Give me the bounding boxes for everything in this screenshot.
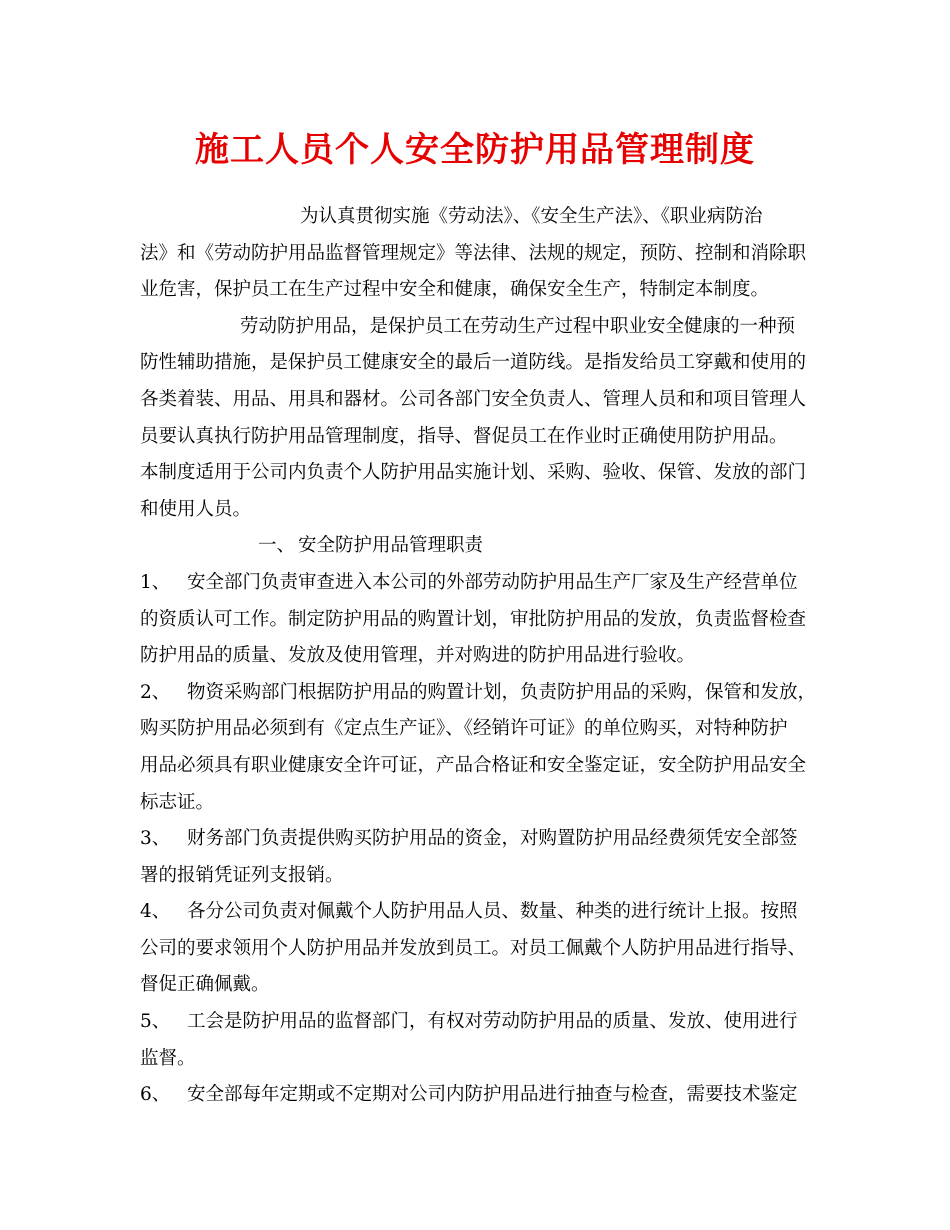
line-text: 物资采购部门根据防护用品的购置计划，负责防护用品的采购，保管和发放，: [187, 681, 817, 703]
line-text: 购买防护用品必须到有《定点生产证》、《经销许可证》的单位购买，对特种防护: [140, 718, 788, 740]
line-text: 各类着装、用品、用具和器材。公司各部门安全负责人、管理人员和和项目管理人: [140, 388, 807, 410]
line-text: 为认真贯彻实施《劳动法》、《安全生产法》、《职业病防治: [300, 206, 763, 227]
paragraph-line: [140, 931, 823, 968]
line-text: 法》和《劳动防护用品监督管理规定》等法律、法规的规定，预防、控制和消除职: [140, 242, 807, 264]
item-number: 4、: [140, 901, 171, 923]
paragraph-line: [140, 858, 823, 895]
paragraph-line: [140, 419, 823, 456]
paragraph-line: [140, 272, 823, 309]
paragraph-line: [140, 492, 823, 529]
numbered-paragraph-line: [140, 675, 823, 712]
item-number: 3、: [140, 828, 171, 850]
paragraph-line: [140, 638, 823, 675]
paragraph-line: [140, 309, 823, 346]
line-text: 本制度适用于公司内负责个人防护用品实施计划、采购、验收、保管、发放的部门: [140, 462, 807, 484]
line-text: 和使用人员。: [140, 498, 252, 520]
line-text: 监督。: [140, 1047, 196, 1069]
line-text: 业危害，保护员工在生产过程中安全和健康，确保安全生产，特制定本制度。: [140, 279, 770, 301]
paragraph-line: [140, 711, 823, 748]
line-text: 工会是防护用品的监督部门，有权对劳动防护用品的质量、发放、使用进行: [187, 1011, 798, 1033]
line-text: 安全部每年定期或不定期对公司内防护用品进行抽查与检查，需要技术鉴定: [187, 1084, 798, 1106]
numbered-paragraph-line: [140, 821, 823, 858]
paragraph-line: [140, 236, 823, 273]
line-text: 防性辅助措施，是保护员工健康安全的最后一道防线。是指发给员工穿戴和使用的: [140, 352, 807, 374]
document-body: [140, 199, 823, 1114]
item-number: 2、: [140, 681, 171, 703]
paragraph-line: [140, 199, 823, 236]
numbered-paragraph-line: [140, 1004, 823, 1041]
paragraph-line: [140, 602, 823, 639]
line-text: 标志证。: [140, 791, 215, 813]
item-number: 6、: [140, 1084, 171, 1106]
numbered-paragraph-line: [140, 1077, 823, 1114]
paragraph-line: [140, 967, 823, 1004]
line-text: 各分公司负责对佩戴个人防护用品人员、数量、种类的进行统计上报。按照: [187, 901, 798, 923]
item-number: 1、: [140, 571, 171, 593]
numbered-paragraph-line: [140, 894, 823, 931]
line-text: 安全防护用品管理职责: [298, 535, 484, 557]
section-heading: [140, 528, 823, 565]
line-text: 署的报销凭证列支报销。: [140, 864, 344, 886]
paragraph-line: [140, 455, 823, 492]
document-title: 施工人员个人安全防护用品管理制度: [195, 130, 755, 170]
item-number: 一、: [258, 535, 296, 557]
numbered-paragraph-line: [140, 565, 823, 602]
paragraph-line: [140, 748, 823, 785]
line-text: 财务部门负责提供购买防护用品的资金，对购置防护用品经费须凭安全部签: [187, 828, 798, 850]
line-text: 防护用品的质量、发放及使用管理，并对购进的防护用品进行验收。: [140, 645, 696, 667]
line-text: 劳动防护用品，是保护员工在劳动生产过程中职业安全健康的一种预: [240, 315, 796, 337]
paragraph-line: [140, 1041, 823, 1078]
line-text: 安全部门负责审查进入本公司的外部劳动防护用品生产厂家及生产经营单位: [187, 571, 798, 593]
line-text: 督促正确佩戴。: [140, 974, 270, 996]
line-text: 用品必须具有职业健康安全许可证，产品合格证和安全鉴定证，安全防护用品安全: [140, 754, 807, 776]
line-text: 公司的要求领用个人防护用品并发放到员工。对员工佩戴个人防护用品进行指导、: [140, 937, 807, 959]
line-text: 的资质认可工作。制定防护用品的购置计划，审批防护用品的发放，负责监督检查: [140, 608, 807, 630]
paragraph-line: [140, 382, 823, 419]
item-number: 5、: [140, 1011, 171, 1033]
paragraph-line: [140, 345, 823, 382]
paragraph-line: [140, 785, 823, 822]
line-text: 员要认真执行防护用品管理制度，指导、督促员工在作业时正确使用防护用品。: [140, 425, 788, 447]
